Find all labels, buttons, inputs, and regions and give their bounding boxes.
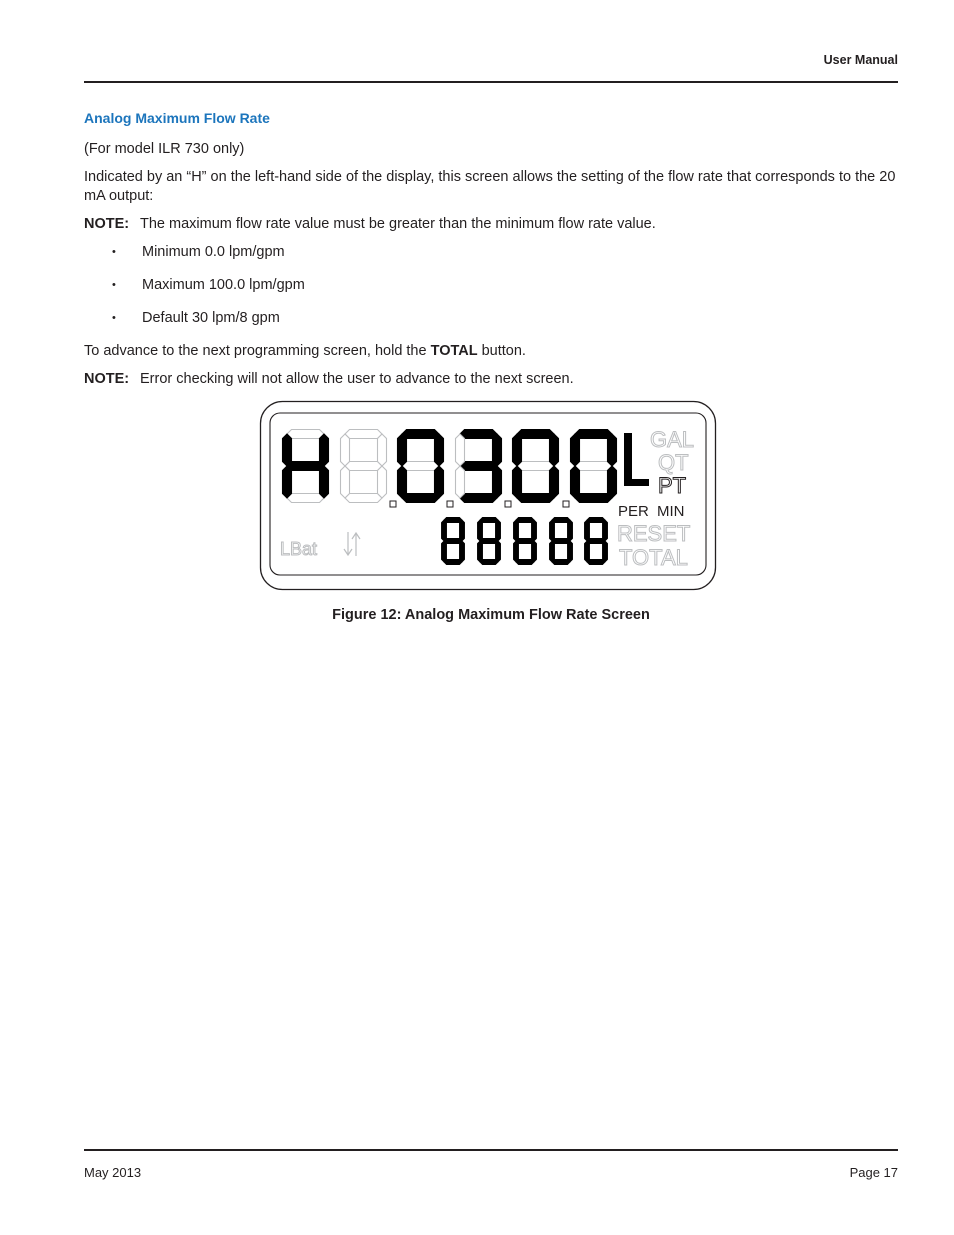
header-rule [84, 81, 898, 83]
segment-d [480, 560, 498, 565]
main-digit-5 [571, 430, 617, 503]
segment-b [568, 520, 573, 541]
total-digit-row [442, 518, 608, 565]
lcd-display-figure [259, 400, 717, 591]
main-digit-3 [456, 430, 502, 503]
note-error-checking [84, 370, 896, 389]
segment-g [517, 462, 554, 471]
segment-c [603, 541, 608, 562]
segment-c [568, 541, 573, 562]
unit-qt: QT [658, 450, 689, 475]
segment-d [587, 560, 605, 565]
liter-unit-label: L [624, 485, 626, 487]
segment-f [398, 434, 407, 466]
model-note: (For model ILR 730 only) [84, 141, 245, 157]
segment-c [608, 466, 617, 498]
segment-g [552, 539, 570, 544]
total-label: TOTAL [619, 545, 688, 570]
main-digit-row [283, 430, 617, 503]
segment-c [460, 541, 465, 562]
segment-e [585, 541, 590, 562]
per-label: PER [618, 503, 649, 520]
segment-e [283, 466, 292, 498]
note-text: The maximum flow rate value must be greater than the minimum flow rate value. [140, 216, 656, 232]
segment-f [571, 434, 580, 466]
segment-e [550, 541, 555, 562]
segment-b [608, 434, 617, 466]
note-text: Error checking will not allow the user to advance to the next screen. [140, 371, 574, 387]
total-digit-2 [514, 518, 537, 565]
segment-g [460, 462, 497, 471]
segment-b [550, 434, 559, 466]
decimal-point [390, 501, 396, 507]
segment-d [460, 494, 497, 503]
segment-e [341, 466, 350, 498]
total-keyword: TOTAL [430, 343, 478, 359]
decimal-point [447, 501, 453, 507]
segment-b [496, 520, 501, 541]
segment-c [550, 466, 559, 498]
page-content [84, 109, 896, 398]
segment-a [460, 430, 497, 439]
decimal-point [563, 501, 569, 507]
min-label: MIN [657, 503, 685, 520]
figure-caption: Figure 12: Analog Maximum Flow Rate Screen [332, 607, 650, 623]
segment-c [378, 466, 387, 498]
segment-d [287, 494, 324, 503]
note-label: NOTE: [84, 371, 130, 387]
segment-d [345, 494, 382, 503]
liter-unit-glyph [624, 433, 649, 486]
range-list [84, 243, 896, 328]
segment-a [587, 518, 605, 523]
document-header-title: User Manual [823, 53, 898, 67]
footer-page-number: Page 17 [849, 1165, 898, 1180]
reset-label: RESET [617, 521, 691, 546]
segment-a [516, 518, 534, 523]
segment-e [513, 466, 522, 498]
advance-text-before: To advance to the next programming screen, hold the [84, 343, 431, 359]
segment-e [571, 466, 580, 498]
segment-a [480, 518, 498, 523]
lcd-display [259, 400, 717, 591]
segment-d [444, 560, 462, 565]
segment-f [283, 434, 292, 466]
segment-g [345, 462, 382, 471]
segment-f [585, 520, 590, 541]
segment-a [402, 430, 439, 439]
segment-b [603, 520, 608, 541]
segment-b [320, 434, 329, 466]
main-digit-2 [398, 430, 444, 503]
note-label: NOTE: [84, 216, 130, 232]
segment-c [320, 466, 329, 498]
note-flow-rate [84, 215, 896, 234]
segment-c [532, 541, 537, 562]
low-battery-label: LBat [280, 539, 318, 559]
total-digit-1 [478, 518, 501, 565]
unit-gal: GAL [650, 427, 695, 452]
list-item: • Minimum 0.0 lpm/gpm [84, 243, 896, 262]
segment-c [496, 541, 501, 562]
segment-g [516, 539, 534, 544]
segment-g [287, 462, 324, 471]
segment-b [532, 520, 537, 541]
segment-f [513, 434, 522, 466]
segment-b [435, 434, 444, 466]
advance-text-after: button. [477, 343, 526, 359]
main-digit-1 [341, 430, 387, 503]
segment-f [514, 520, 519, 541]
segment-e [456, 466, 465, 498]
segment-b [493, 434, 502, 466]
segment-a [552, 518, 570, 523]
segment-e [398, 466, 407, 498]
segment-e [478, 541, 483, 562]
section-heading: Analog Maximum Flow Rate [84, 110, 270, 126]
segment-g [480, 539, 498, 544]
segment-f [456, 434, 465, 466]
segment-a [345, 430, 382, 439]
total-digit-3 [550, 518, 573, 565]
segment-g [575, 462, 612, 471]
segment-a [575, 430, 612, 439]
segment-a [444, 518, 462, 523]
segment-a [517, 430, 554, 439]
segment-f [442, 520, 447, 541]
segment-e [442, 541, 447, 562]
segment-c [435, 466, 444, 498]
footer-date: May 2013 [84, 1165, 142, 1180]
segment-a [287, 430, 324, 439]
segment-g [587, 539, 605, 544]
segment-g [444, 539, 462, 544]
decimal-point [505, 501, 511, 507]
segment-d [575, 494, 612, 503]
list-item: • Maximum 100.0 lpm/gpm [84, 276, 896, 295]
main-digit-0 [283, 430, 329, 503]
segment-d [517, 494, 554, 503]
total-digit-0 [442, 518, 465, 565]
segment-c [493, 466, 502, 498]
segment-e [514, 541, 519, 562]
segment-b [378, 434, 387, 466]
segment-f [341, 434, 350, 466]
segment-f [550, 520, 555, 541]
segment-f [478, 520, 483, 541]
unit-pt: PT [658, 473, 687, 498]
advance-paragraph [84, 342, 896, 361]
list-item: • Default 30 lpm/8 gpm [84, 309, 896, 328]
segment-d [402, 494, 439, 503]
segment-b [460, 520, 465, 541]
segment-d [552, 560, 570, 565]
intro-paragraph: Indicated by an “H” on the left-hand side of the display, this screen allows the setting of the flow rate that corresponds to the 20 mA output: [84, 169, 896, 204]
segment-g [402, 462, 439, 471]
flow-direction-icon [344, 532, 360, 556]
footer-rule [84, 1149, 898, 1151]
total-digit-4 [585, 518, 608, 565]
segment-d [516, 560, 534, 565]
main-digit-4 [513, 430, 559, 503]
